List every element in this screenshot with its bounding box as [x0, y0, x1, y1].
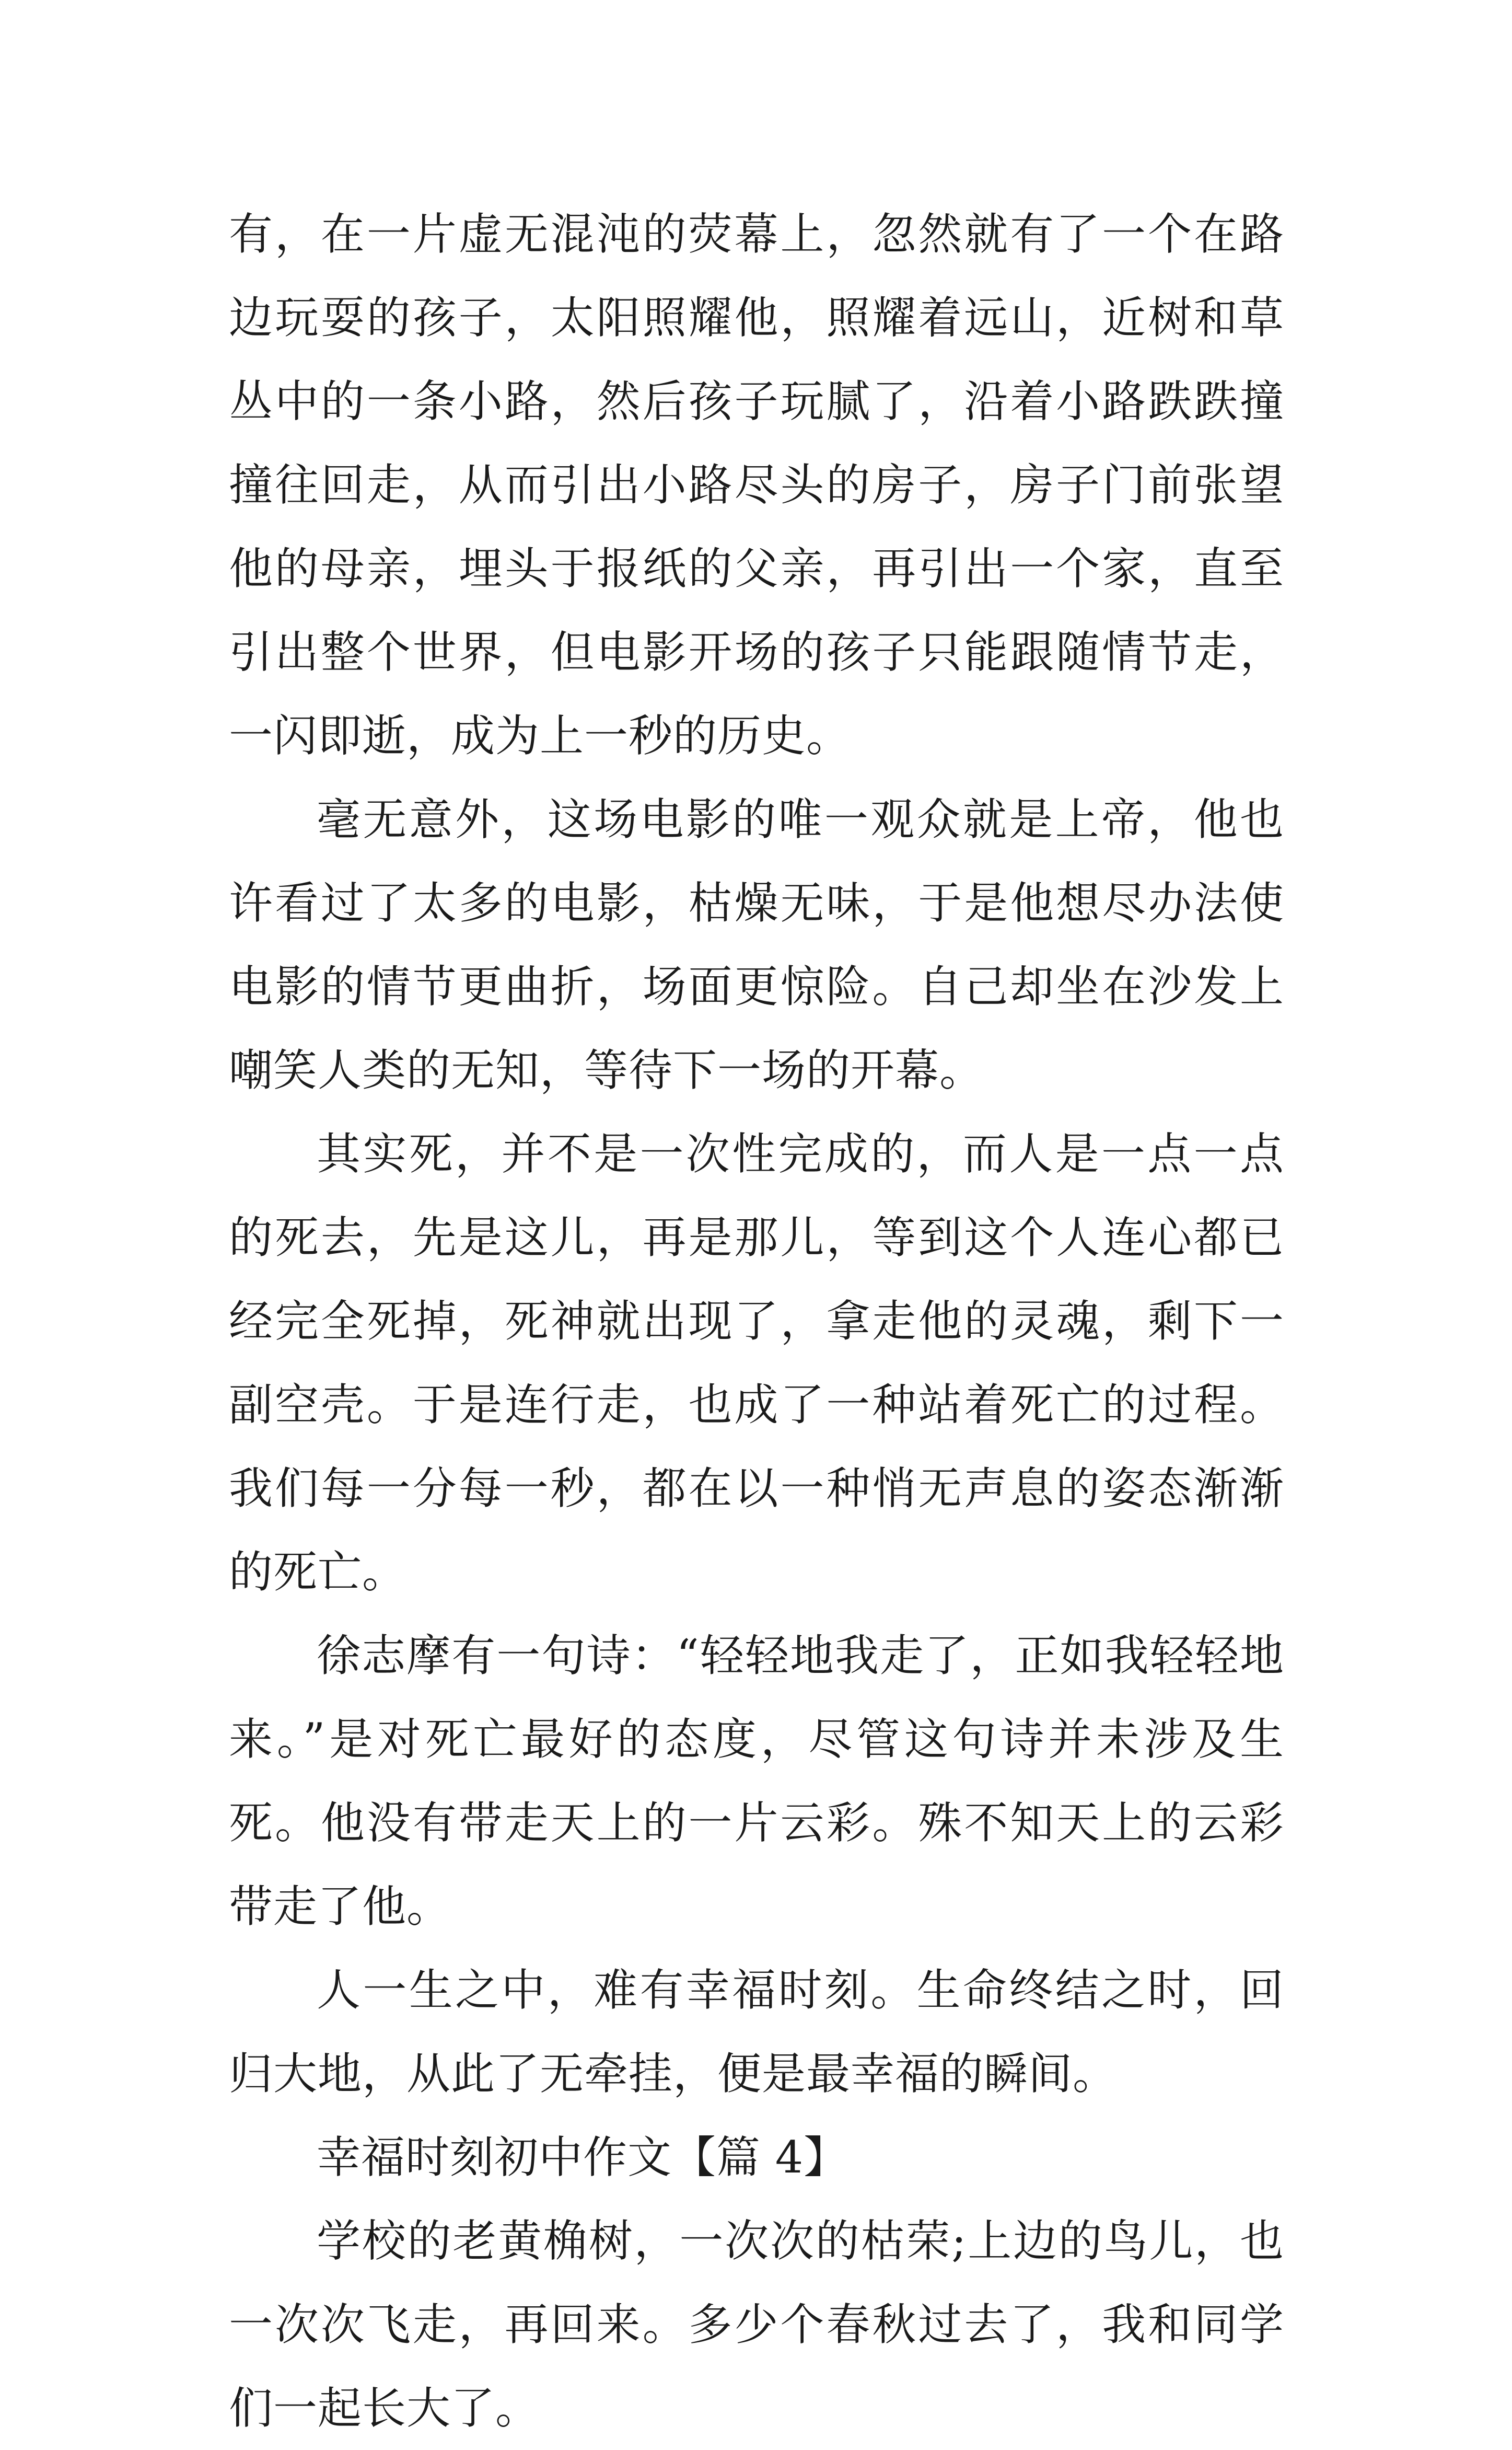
- document-body: [229, 192, 1284, 2450]
- paragraph-2: 毫无意外，这场电影的唯一观众就是上帝，他也许看过了太多的电影，枯燥无味，于是他想尽办法使电影的情节更曲折，场面更惊险。自己却坐在沙发上嘲笑人类的无知，等待下一场的开幕。: [229, 794, 1284, 1096]
- paragraph-1: 有，在一片虚无混沌的荧幕上，忽然就有了一个在路边玩耍的孩子，太阳照耀他，照耀着远山，近树和草丛中的一条小路，然后孩子玩腻了，沿着小路跌跌撞撞往回走，从而引出小路尽头的房子，房子门前张望他的母亲，埋头于报纸的父亲，再引出一个家，直至引出整个世界，但电影开场的孩子只能跟随情节走，一闪即逝，成为上一秒的历史。: [229, 209, 1284, 761]
- paragraph-6: 学校的老黄桷树，一次次的枯荣;上边的鸟儿，也一次次飞走，再回来。多少个春秋过去了，我和同学们一起长大了。: [229, 2215, 1284, 2434]
- section-heading: 幸福时刻初中作文【篇 4】: [317, 2132, 848, 2183]
- paragraph-3: 其实死，并不是一次性完成的，而人是一点一点的死去，先是这儿，再是那儿，等到这个人连心都已经完全死掉，死神就出现了，拿走他的灵魂，剩下一副空壳。于是连行走，也成了一种站着死亡的过程。我们每一分每一秒，都在以一种悄无声息的姿态渐渐的死亡。: [229, 1128, 1284, 1598]
- paragraph-4: 徐志摩有一句诗：“轻轻地我走了，正如我轻轻地来。”是对死亡最好的态度，尽管这句诗并未涉及生死。他没有带走天上的一片云彩。殊不知天上的云彩带走了他。: [229, 1630, 1284, 1932]
- paragraph-5: 人一生之中，难有幸福时刻。生命终结之时，回归大地，从此了无牵挂，便是最幸福的瞬间。: [229, 1964, 1284, 2099]
